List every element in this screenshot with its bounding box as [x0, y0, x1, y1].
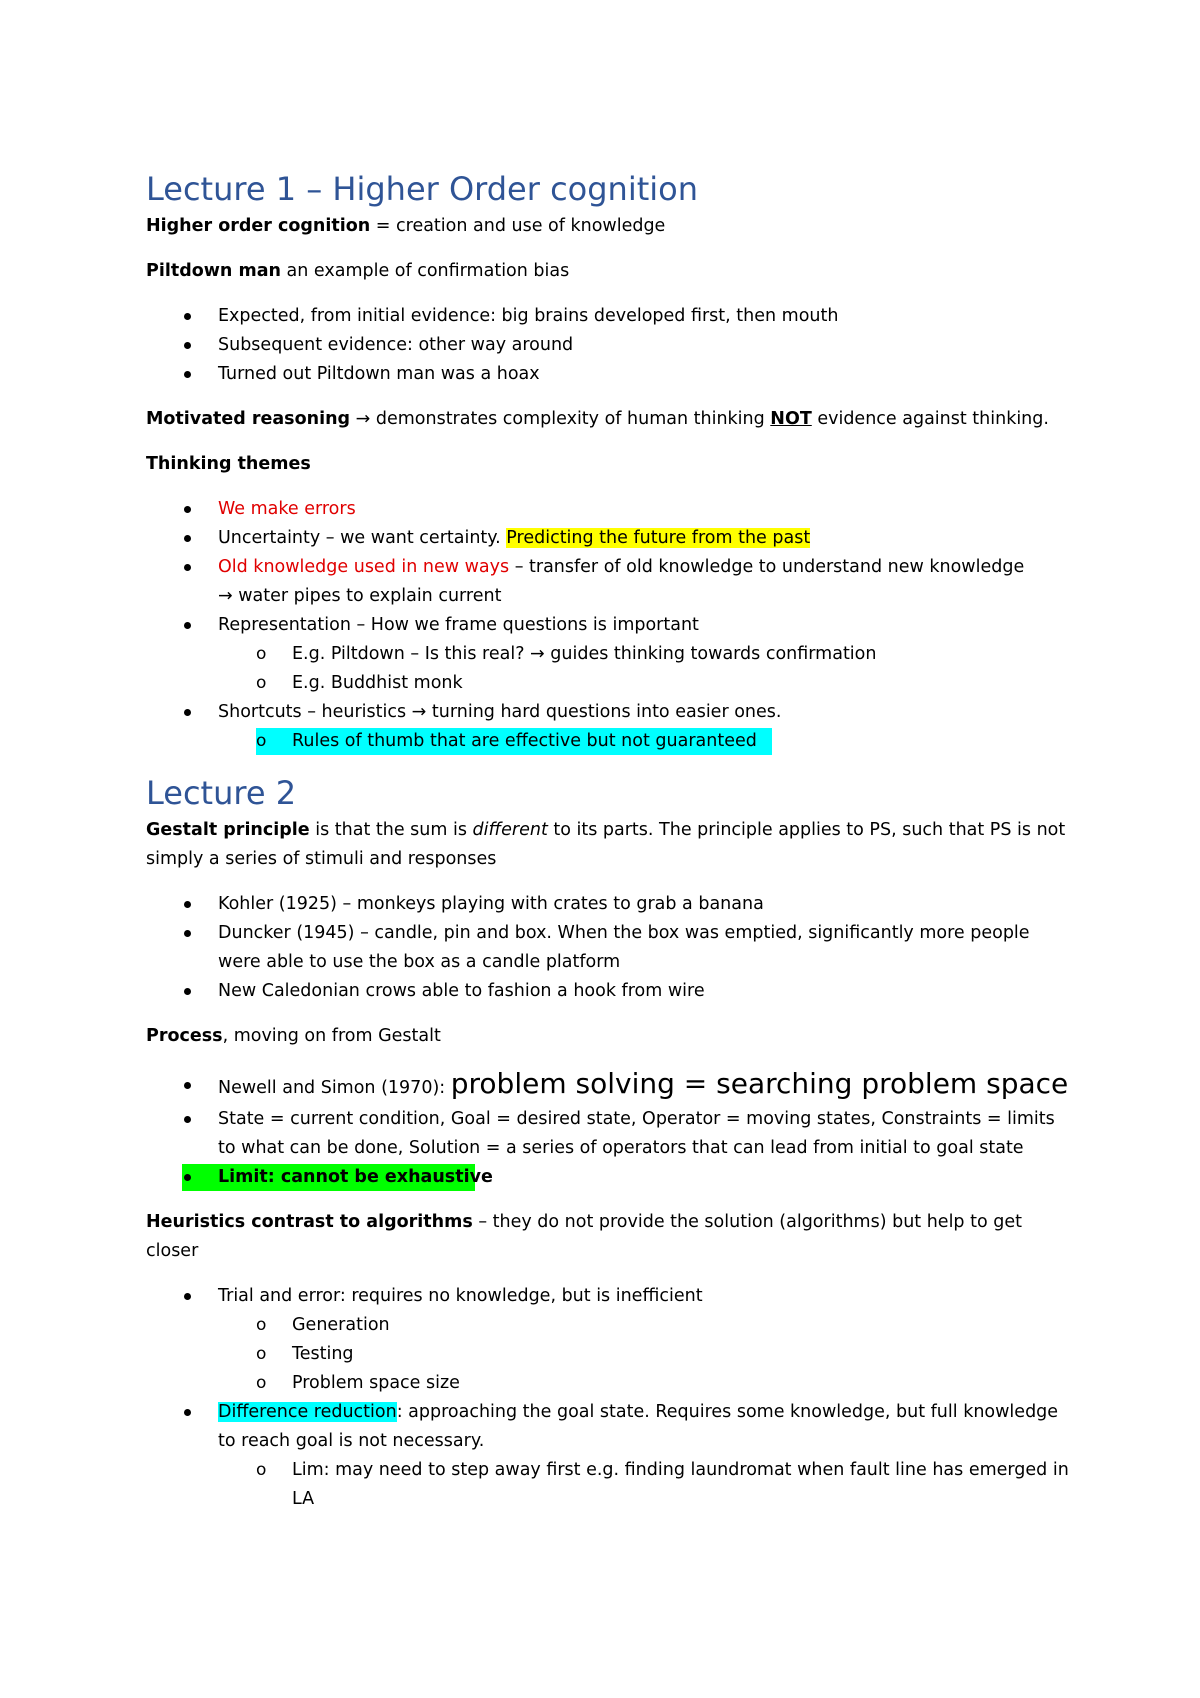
highlight-difference-reduction: Difference reduction [218, 1402, 397, 1422]
gestalt-paragraph [146, 816, 1076, 874]
process-text: , moving on from Gestalt [222, 1026, 441, 1046]
gestalt-text-a: is that the sum is [309, 820, 473, 840]
theme-errors: We make errors [218, 499, 356, 519]
bullet-icon [184, 1116, 191, 1123]
gestalt-term: Gestalt principle [146, 820, 310, 840]
list-item [146, 919, 1076, 977]
highlight-limit: Limit: cannot be exhaustive [218, 1167, 493, 1187]
problem-space-text: problem solving = searching problem space [450, 1067, 1069, 1100]
sublist-item [146, 669, 1076, 698]
circle-bullet-icon: o [256, 1373, 267, 1393]
difference-reduction-text: : approaching the goal state. Requires some knowledge, but full knowledge to reach goal is not necessary. [218, 1402, 1059, 1451]
list-item-text: Turned out Piltdown man was a hoax [218, 364, 540, 384]
theme-old-knowledge: Old knowledge used in new ways [218, 557, 510, 577]
bullet-icon [184, 1082, 191, 1089]
sublist-item [146, 727, 1076, 756]
list-item [146, 1067, 1076, 1105]
themes-title-text: Thinking themes [146, 454, 311, 474]
sublist-item [146, 640, 1076, 669]
bullet-icon [184, 709, 191, 716]
sublist-item [146, 1456, 1076, 1514]
list-item [146, 360, 1076, 389]
sublist-item-text: Problem space size [292, 1373, 460, 1393]
list-item-text: Expected, from initial evidence: big brains developed first, then mouth [218, 306, 839, 326]
list-item-text: New Caledonian crows able to fashion a hook from wire [218, 981, 705, 1001]
sublist-item-text: E.g. Buddhist monk [292, 673, 463, 693]
gestalt-list [146, 890, 1076, 1006]
hoc-text: = creation and use of knowledge [370, 216, 666, 236]
sublist-item-text: Generation [292, 1315, 390, 1335]
hoc-term: Higher order cognition [146, 216, 371, 236]
heuristics-text: – they do not provide the solution (algorithms) but help to get closer [146, 1212, 1022, 1261]
state-goal-text: State = current condition, Goal = desired state, Operator = moving states, Constraints = limits to what can be done, Solution = a series of operators that can lead from initial to goal state [218, 1109, 1055, 1158]
list-item [146, 1163, 1076, 1192]
list-item-text: Duncker (1945) – candle, pin and box. When the box was emptied, significantly more people were able to use the box as a candle platform [218, 923, 1030, 972]
motivated-term: Motivated reasoning [146, 409, 351, 429]
list-item [146, 1398, 1076, 1514]
bullet-icon [184, 988, 191, 995]
list-item [146, 553, 1076, 611]
theme-water-pipes: → water pipes to explain current [218, 586, 502, 606]
list-item [146, 331, 1076, 360]
theme-representation: Representation – How we frame questions is important [218, 615, 699, 635]
bullet-icon [184, 506, 191, 513]
list-item [146, 1282, 1076, 1398]
sublist-item [146, 1311, 1076, 1340]
heuristics-term: Heuristics contrast to algorithms [146, 1212, 473, 1232]
bullet-icon [184, 1174, 191, 1181]
piltdown-term: Piltdown man [146, 261, 281, 281]
piltdown-list [146, 302, 1076, 389]
sublist-item-text: Testing [292, 1344, 354, 1364]
gestalt-emphasis: different [472, 820, 548, 840]
sublist-item [146, 1369, 1076, 1398]
list-item [146, 698, 1076, 756]
circle-bullet-icon: o [256, 1460, 267, 1480]
highlight-rules-of-thumb: Rules of thumb that are effective but not guaranteed [292, 731, 757, 751]
theme-shortcuts: Shortcuts – heuristics → turning hard questions into easier ones. [218, 702, 782, 722]
themes-list [146, 495, 1076, 756]
gestalt-text-b: to its parts. The principle applies to PS, such that PS is not simply a series of stimuli and responses [146, 820, 1066, 869]
list-item [146, 524, 1076, 553]
list-item [146, 611, 1076, 698]
bullet-icon [184, 313, 191, 320]
themes-title [146, 450, 1076, 479]
bullet-icon [184, 622, 191, 629]
theme-transfer: – transfer of old knowledge to understand new knowledge [509, 557, 1025, 577]
trial-error-sublist [218, 1311, 1076, 1398]
bullet-icon [184, 1409, 191, 1416]
representation-sublist [218, 640, 1076, 698]
shortcuts-sublist [218, 727, 1076, 756]
difference-reduction-sublist [218, 1456, 1076, 1514]
document-page [146, 168, 1076, 1530]
circle-bullet-icon: o [256, 673, 267, 693]
process-paragraph [146, 1022, 1076, 1051]
highlight-prediction: Predicting the future from the past [506, 528, 811, 548]
bullet-icon [184, 1293, 191, 1300]
lecture2-heading: Lecture 2 [146, 774, 297, 812]
list-item [146, 495, 1076, 524]
theme-uncertainty: Uncertainty – we want certainty. [218, 528, 507, 548]
bullet-icon [184, 342, 191, 349]
circle-bullet-icon: o [256, 1344, 267, 1364]
motivated-text: demonstrates complexity of human thinking [375, 409, 771, 429]
newell-simon-text: Newell and Simon (1970): [218, 1078, 451, 1098]
trial-error-text: Trial and error: requires no knowledge, but is inefficient [218, 1286, 703, 1306]
circle-bullet-icon: o [256, 1315, 267, 1335]
circle-bullet-icon: o [256, 644, 267, 664]
process-term: Process [146, 1026, 223, 1046]
list-item-text: Kohler (1925) – monkeys playing with crates to grab a banana [218, 894, 764, 914]
bullet-icon [184, 535, 191, 542]
list-item [146, 977, 1076, 1006]
process-list [146, 1067, 1076, 1192]
motivated-text-end: evidence against thinking. [811, 409, 1049, 429]
not-emphasis: NOT [770, 409, 812, 429]
motivated-reasoning [146, 405, 1076, 434]
sublist-item-text: E.g. Piltdown – Is this real? → guides thinking towards confirmation [292, 644, 877, 664]
piltdown-text: an example of confirmation bias [280, 261, 570, 281]
bullet-icon [184, 564, 191, 571]
bullet-icon [184, 371, 191, 378]
list-item-text: Subsequent evidence: other way around [218, 335, 574, 355]
sublist-item-text: Lim: may need to step away first e.g. finding laundromat when fault line has emerged in LA [292, 1460, 1069, 1509]
list-item [146, 302, 1076, 331]
arrow-icon: → [350, 409, 376, 429]
circle-bullet-icon: o [256, 731, 267, 751]
piltdown-intro [146, 257, 1076, 286]
list-item [146, 1105, 1076, 1163]
bullet-icon [184, 901, 191, 908]
hoc-definition [146, 212, 1076, 241]
lecture1-heading: Lecture 1 – Higher Order cognition [146, 170, 699, 208]
heuristics-paragraph [146, 1208, 1076, 1266]
heuristics-list [146, 1282, 1076, 1514]
bullet-icon [184, 930, 191, 937]
list-item [146, 890, 1076, 919]
sublist-item [146, 1340, 1076, 1369]
